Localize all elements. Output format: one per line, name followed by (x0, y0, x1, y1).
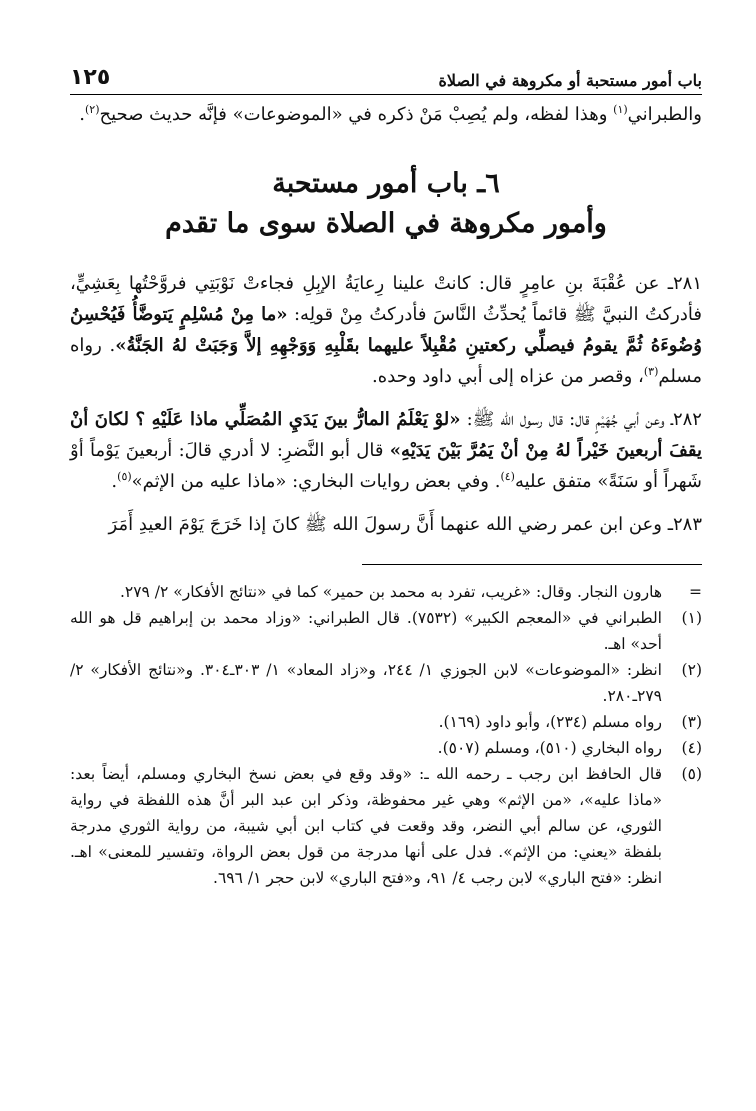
hadith-283 (70, 509, 702, 540)
footnote-number: (١) (681, 609, 702, 627)
footnote-4 (70, 735, 702, 761)
footnote-ref-5: (٥) (117, 470, 132, 483)
footnote-5 (70, 761, 702, 891)
footnote-text: رواه البخاري (٥١٠)، ومسلم (٥٠٧). (437, 739, 662, 757)
running-head (70, 60, 702, 95)
footnote-ref-1: (١) (613, 103, 628, 116)
footnote-divider (362, 564, 702, 565)
running-title: باب أمور مستحبة أو مكروهة في الصلاة (438, 71, 702, 90)
hadith-282 (70, 404, 702, 497)
hadith-283-text-1: ٢٨٣ـ وعن ابن عمر رضي الله عنهما أَنَّ رسولَ الله ﷺ كانَ إذا خَرَجَ يَوْمَ العيدِ أَمَرَ (108, 514, 702, 535)
intro-text-1: والطبراني (627, 104, 702, 125)
footnote-ref-3: (٣) (643, 365, 659, 378)
hadith-282-text-4: . (111, 471, 118, 492)
hadith-281 (70, 268, 702, 392)
footnote-text: انظر: «الموضوعات» لابن الجوزي ١/ ٢٤٤، و«زاد المعاد» ١/ ٣٠٣ـ٣٠٤. و«نتائج الأفكار» ٢/ ٢٧٩ـ٢٨٠. (70, 661, 662, 705)
footnotes (70, 579, 702, 891)
footnote-number: (٤) (681, 739, 702, 757)
footnote-text: الطبراني في «المعجم الكبير» (٧٥٣٢). قال الطبراني: «وزاد محمد بن إبراهيم قل هو الله أحد» اهـ. (70, 609, 662, 653)
hadith-282-quote: «لوْ يَعْلَمُ المارُّ بينَ يَدَيِ المُصَلِّي ماذا عَلَيْهِ ؟ لكانَ أنْ يقفَ أربعينَ خَيْراً لهُ مِنْ أنْ يَمُرَّ بَيْنَ يَدَيْهِ» (70, 409, 703, 461)
footnote-3 (70, 709, 702, 735)
hadith-282-text-2: قال أبو النَّضرِ: لا أدري قالَ: أربعينَ يَوْماً أوْ شَهراً أو سَنَةً» متفق عليه (70, 440, 702, 492)
footnote-2 (70, 657, 702, 709)
footnote-text: قال الحافظ ابن رجب ـ رحمه الله ـ: «وقد وقع في بعض نسخ البخاري ومسلم، أيضاً بعد: «ماذا عليه»، «من الإثم» وهي غير محفوظة، وذكر ابن عبد البر أنَّ هذه اللفظة في رواية الثوري، عن سالم أبي النضر، وقد وقعت في كتاب ابن أبي شيبة، من رواية الثوري مدرجة بلفظة «يعني: من الإثم». فدل على أنها مدرجة من قول بعض الرواة، وتفسير للمعنى» اهـ. انظر: «فتح الباري» لابن رجب ٤/ ٩١، و«فتح الباري» لابن حجر ١/ ٦٩٦. (70, 765, 662, 887)
footnote-text: هارون النجار. وقال: «غريب، تفرد به محمد بن حمير» كما في «نتائج الأفكار» ٢/ ٢٧٩. (119, 583, 662, 601)
footnote-number: (٢) (681, 661, 702, 679)
footnote-text: رواه مسلم (٢٣٤)، وأبو داود (١٦٩). (438, 713, 662, 731)
chapter-title-line-2: وأمور مكروهة في الصلاة سوى ما تقدم (165, 208, 607, 239)
footnote-number: (٣) (681, 713, 702, 731)
intro-text-3: . (79, 104, 85, 125)
footnote-number: = (689, 583, 702, 601)
hadith-281-text-1: ٢٨١ـ عن عُقْبَةَ بنِ عامِرٍ قال: كانتْ علينا رِعايَةُ الإبِلِ فجاءتْ نَوْبَتِي فروَّحْتُها بِعَشِيٍّ، فأدركتُ النبيَّ ﷺ قائماً يُحدِّثُ النَّاسَ فأدركتُ مِنْ قولِه: (70, 273, 702, 325)
hadith-281-text-2: . رواه مسلم (70, 335, 702, 387)
footnote-ref-4: (٤) (500, 470, 515, 483)
page-number: ١٢٥ (70, 65, 111, 90)
page (70, 60, 702, 891)
hadith-281-quote: «ما مِنْ مُسْلِمٍ يَتوضَّأُ فَيُحْسِنُ وُضُوءَهُ ثُمَّ يقومُ فيصلِّي ركعتينِ مُقْبِلاً عليهما بقَلْبِهِ وَوَجْهِهِ إلاَّ وَجَبَتْ لهُ الجَنَّةُ» (70, 304, 703, 356)
footnote-1 (70, 605, 702, 657)
chapter-title-line-1: ٦ـ باب أمور مستحبة (272, 168, 500, 199)
footnote-continued (70, 579, 702, 605)
hadith-282-text-3: . وفي بعض روايات البخاري: «ماذا عليه من الإثم» (131, 471, 501, 492)
continued-paragraph (70, 99, 702, 130)
intro-text-2: وهذا لفظه، ولم يُصِبْ مَنْ ذكره في «الموضوعات» فإنَّه حديث صحيح (99, 104, 614, 125)
hadith-281-text-3: ، وقصر من عزاه إلى أبي داود وحده. (372, 366, 644, 387)
footnote-number: (٥) (681, 765, 702, 783)
hadith-282-text-1: ٢٨٢ـ وعن أبي جُهَيْمٍ قال: قال رسول الله ﷺ: (460, 409, 702, 430)
footnote-ref-2: (٢) (84, 103, 100, 116)
chapter-heading (70, 164, 702, 244)
